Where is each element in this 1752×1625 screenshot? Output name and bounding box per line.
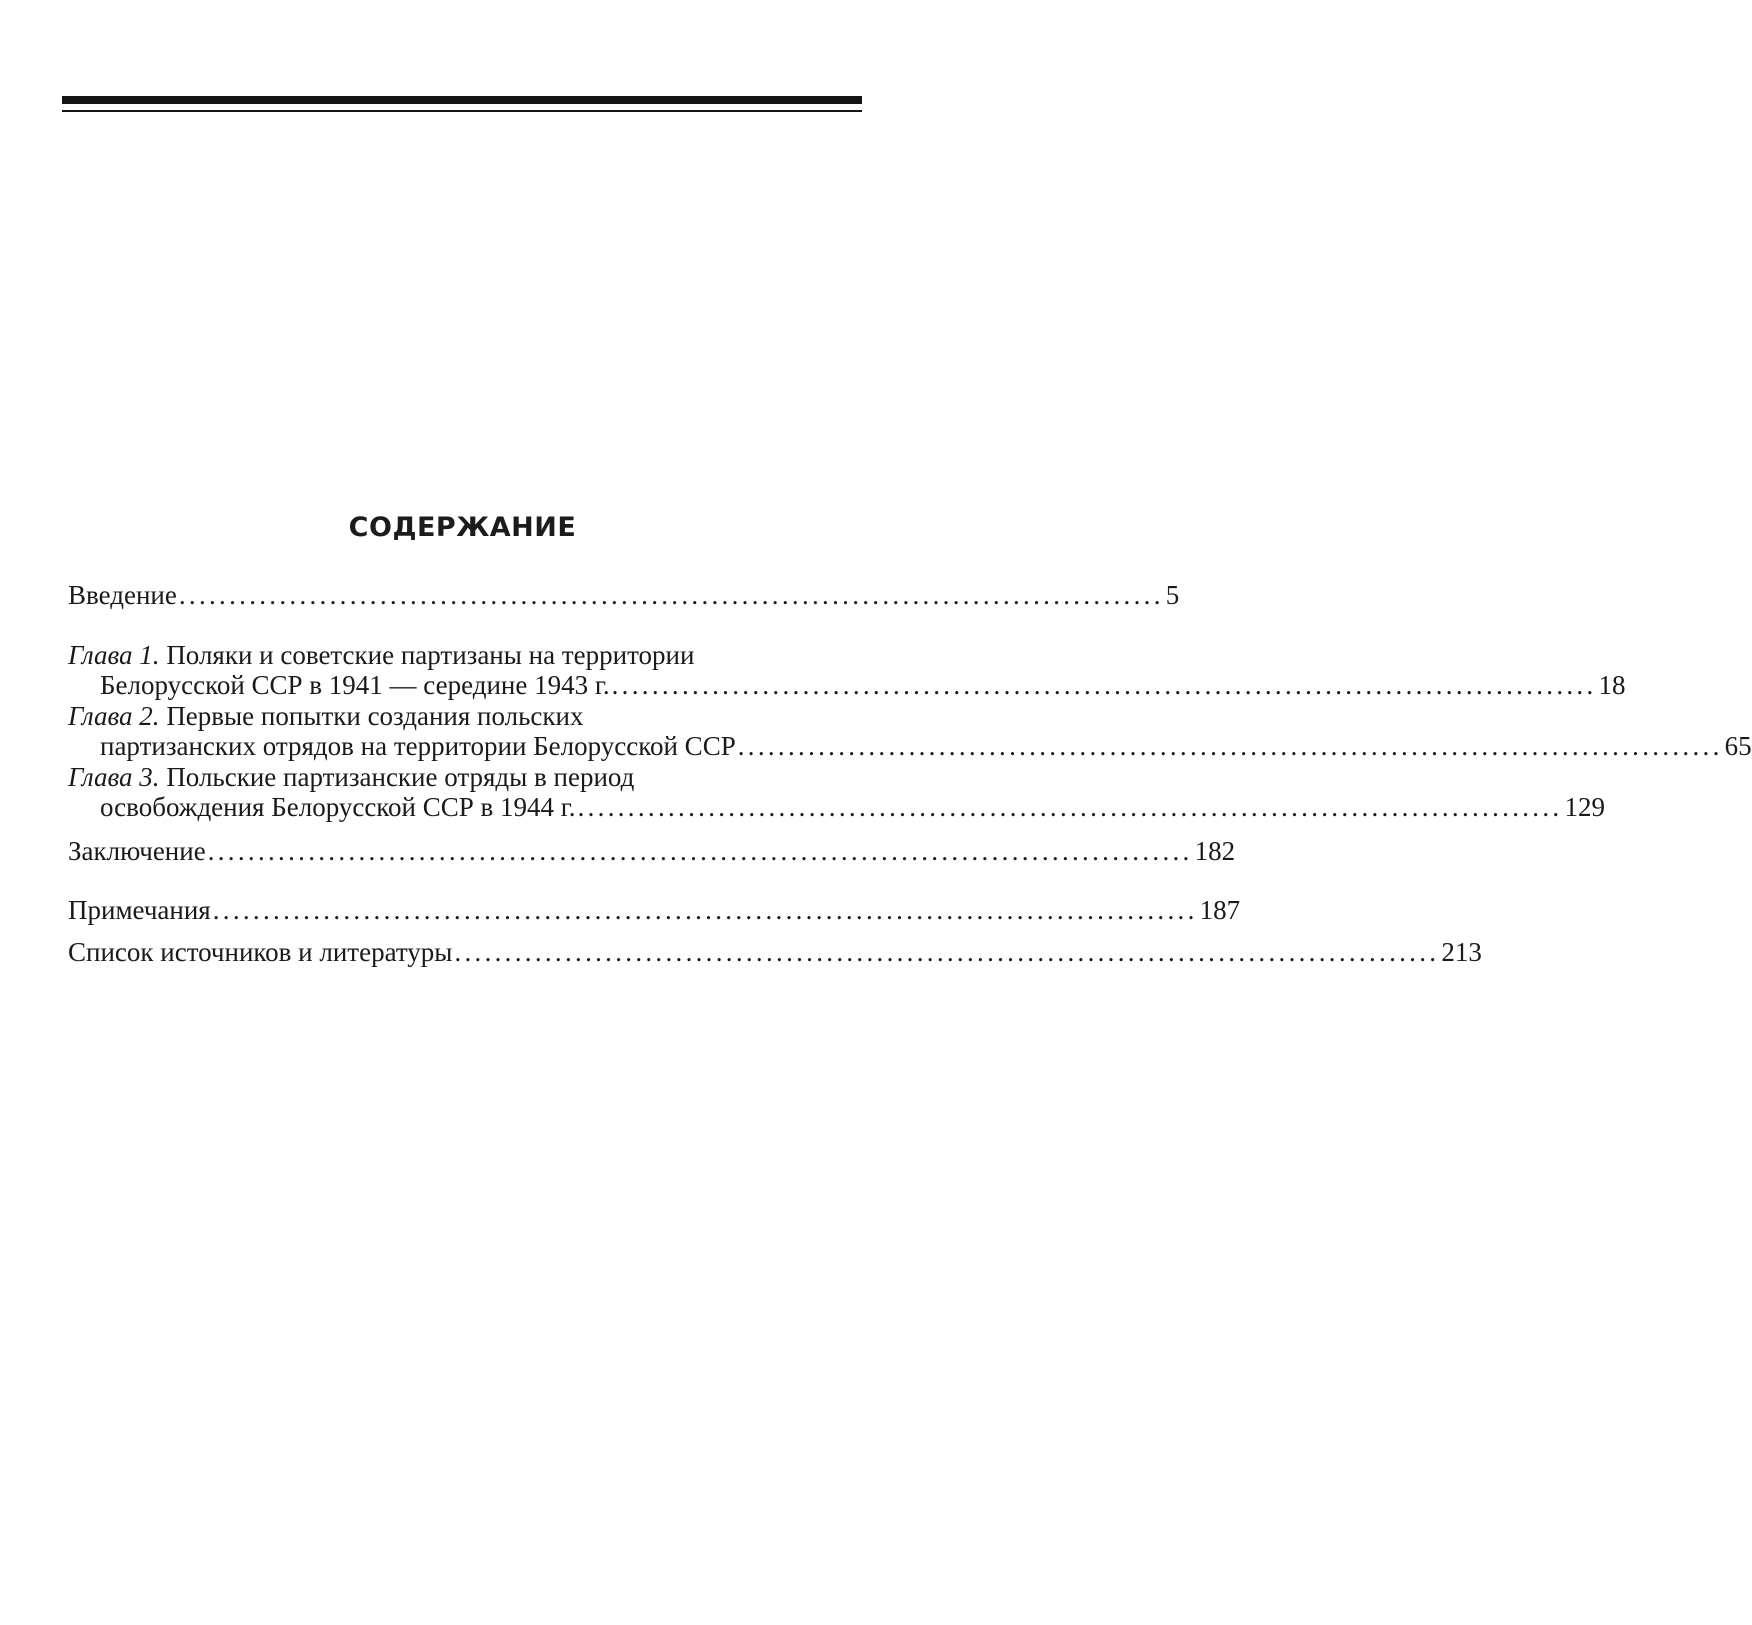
toc-page-number: 187	[1199, 895, 1241, 925]
toc-page-number: 18	[1598, 670, 1626, 700]
page-title: СОДЕРЖАНИЕ	[348, 512, 577, 543]
chapter-label: Глава 1.	[68, 640, 160, 670]
toc-page-number: 5	[1165, 580, 1180, 610]
toc-entry-title: Введение	[68, 580, 177, 610]
leader-dots: ..................................................................................................	[737, 731, 1723, 761]
toc-page-number: 213	[1441, 937, 1482, 967]
toc-entry-title-continued: освобождения Белорусской ССР в 1944 г.	[100, 792, 576, 822]
leader-dots: ..................................................................................................	[577, 792, 1563, 822]
leader-dots: ..................................................................................................	[454, 937, 1440, 967]
toc-entry-title-continued: Белорусской ССР в 1941 — середине 1943 г.	[100, 670, 610, 700]
toc-entry-sources-literature[interactable]	[68, 937, 1482, 967]
leader-dots: ..................................................................................................	[178, 580, 1164, 610]
leader-dots: ..................................................................................................	[611, 670, 1597, 700]
leader-dots: ..................................................................................................	[207, 836, 1193, 866]
toc-entry-title: Польские партизанские отряды в период	[166, 762, 635, 792]
toc-entry-title: Список источников и литературы	[68, 937, 453, 967]
toc-entry-title: Заключение	[68, 836, 206, 866]
table-of-contents	[68, 580, 1752, 967]
header-rule-thick	[62, 96, 862, 104]
toc-entry-title-continued: партизанских отрядов на территории Белорусской ССР	[100, 731, 736, 761]
toc-entry-title: Примечания	[68, 895, 211, 925]
toc-entry-title: Первые попытки создания польских	[166, 701, 584, 731]
leader-dots: ..................................................................................................	[212, 895, 1198, 925]
chapter-label: Глава 3.	[68, 762, 160, 792]
toc-entry-notes[interactable]	[68, 895, 1241, 925]
toc-entry-chapter-1[interactable]	[68, 640, 1626, 700]
toc-entry-title: Поляки и советские партизаны на территории	[166, 640, 695, 670]
toc-page-number: 129	[1564, 792, 1605, 822]
toc-page-number: 182	[1194, 836, 1236, 866]
header-rule-thin	[62, 110, 862, 112]
toc-entry-chapter-3[interactable]	[68, 762, 1605, 822]
toc-entry-chapter-2[interactable]	[68, 701, 1752, 761]
toc-entry-conclusion[interactable]	[68, 836, 1236, 866]
toc-page-number: 65	[1724, 731, 1752, 761]
toc-entry-introduction[interactable]	[68, 580, 1180, 610]
chapter-label: Глава 2.	[68, 701, 160, 731]
